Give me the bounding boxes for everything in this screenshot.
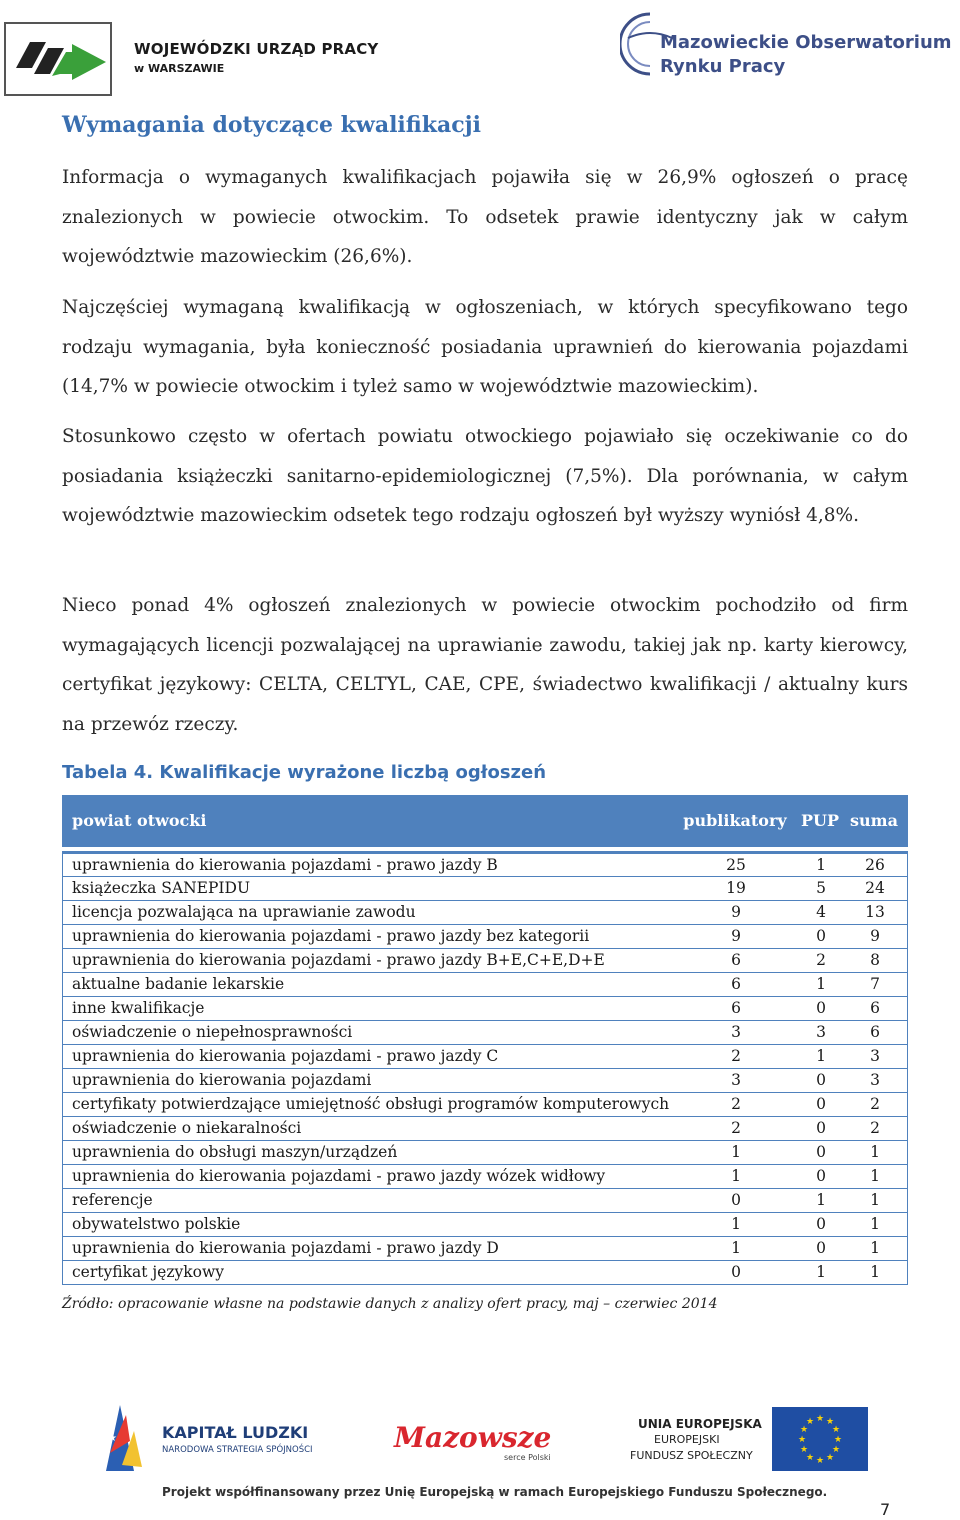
row-suma: 2 bbox=[870, 1119, 880, 1137]
row-publikatory: 3 bbox=[731, 1023, 741, 1041]
table-row bbox=[62, 1117, 908, 1141]
table-row bbox=[62, 1069, 908, 1093]
ue-line2: EUROPEJSKI bbox=[654, 1433, 720, 1446]
table-row bbox=[62, 997, 908, 1021]
row-label: uprawnienia do kierowania pojazdami bbox=[72, 1071, 372, 1089]
row-pup: 0 bbox=[816, 1143, 826, 1161]
kapital-ludzki-title: KAPITAŁ LUDZKI bbox=[162, 1423, 309, 1442]
svg-text:★: ★ bbox=[832, 1425, 841, 1435]
table-row bbox=[62, 1093, 908, 1117]
row-publikatory: 2 bbox=[731, 1095, 741, 1113]
row-label: inne kwalifikacje bbox=[72, 999, 205, 1017]
row-pup: 1 bbox=[816, 975, 826, 993]
paragraph-1: Informacja o wymaganych kwalifikacjach pojawiła się w 26,9% ogłoszeń o pracę znalezionych w powiecie otwockim. To odsetek prawie identyczny jak w całym województwie mazowieckim (26,6%). bbox=[62, 167, 908, 267]
row-label: uprawnienia do kierowania pojazdami - prawo jazdy bez kategorii bbox=[72, 927, 590, 945]
row-label: uprawnienia do kierowania pojazdami - prawo jazdy B+E,C+E,D+E bbox=[72, 951, 605, 969]
ue-line3: FUNDUSZ SPOŁECZNY bbox=[630, 1449, 753, 1462]
row-label: oświadczenie o niekaralności bbox=[72, 1119, 302, 1137]
row-pup: 5 bbox=[816, 879, 826, 897]
svg-text:★: ★ bbox=[832, 1445, 841, 1455]
row-pup: 1 bbox=[816, 1263, 826, 1281]
row-suma: 1 bbox=[870, 1191, 880, 1209]
table-row bbox=[62, 973, 908, 997]
row-label: uprawnienia do obsługi maszyn/urządzeń bbox=[72, 1143, 398, 1161]
mazowsze-subtitle: serce Polski bbox=[504, 1453, 551, 1462]
row-publikatory: 2 bbox=[731, 1047, 741, 1065]
table-header-publikatory: publikatory bbox=[683, 811, 787, 830]
svg-text:★: ★ bbox=[826, 1417, 835, 1427]
row-publikatory: 1 bbox=[731, 1167, 741, 1185]
row-label: obywatelstwo polskie bbox=[72, 1215, 241, 1233]
row-suma: 9 bbox=[870, 927, 880, 945]
row-label: uprawnienia do kierowania pojazdami - prawo jazdy B bbox=[72, 856, 498, 874]
paragraph-2: Najczęściej wymaganą kwalifikacją w ogłoszeniach, w których specyfikowano tego rodzaju wymagania, była konieczność posiadania uprawnień do kierowania pojazdami (14,7% w powiecie otwockim i tyleż samo w województwie mazowieckim). bbox=[62, 297, 908, 397]
table-row bbox=[62, 1237, 908, 1261]
row-suma: 1 bbox=[870, 1143, 880, 1161]
row-publikatory: 1 bbox=[731, 1215, 741, 1233]
row-pup: 1 bbox=[816, 1047, 826, 1065]
svg-text:★: ★ bbox=[806, 1417, 815, 1427]
svg-text:★: ★ bbox=[826, 1453, 835, 1463]
row-suma: 2 bbox=[870, 1095, 880, 1113]
row-suma: 1 bbox=[870, 1263, 880, 1281]
row-label: uprawnienia do kierowania pojazdami - prawo jazdy wózek widłowy bbox=[72, 1167, 606, 1185]
table-row bbox=[62, 925, 908, 949]
row-suma: 13 bbox=[865, 903, 885, 921]
row-pup: 0 bbox=[816, 1095, 826, 1113]
mor-title-line2: Rynku Pracy bbox=[660, 56, 786, 77]
row-publikatory: 0 bbox=[731, 1191, 741, 1209]
wup-subtitle: w WARSZAWIE bbox=[134, 62, 225, 75]
row-suma: 6 bbox=[870, 1023, 880, 1041]
row-label: certyfikaty potwierdzające umiejętność obsługi programów komputerowych bbox=[72, 1095, 670, 1113]
ue-title: UNIA EUROPEJSKA bbox=[638, 1417, 762, 1431]
table-row bbox=[62, 901, 908, 925]
table-source: Źródło: opracowanie własne na podstawie danych z analizy ofert pracy, maj – czerwiec 2014 bbox=[62, 1296, 718, 1312]
row-pup: 3 bbox=[816, 1023, 826, 1041]
row-publikatory: 25 bbox=[726, 856, 746, 874]
svg-text:★: ★ bbox=[800, 1445, 809, 1455]
svg-text:★: ★ bbox=[816, 1456, 825, 1466]
svg-text:★: ★ bbox=[816, 1414, 825, 1424]
row-suma: 1 bbox=[870, 1239, 880, 1257]
row-suma: 3 bbox=[870, 1047, 880, 1065]
row-publikatory: 1 bbox=[731, 1239, 741, 1257]
row-pup: 0 bbox=[816, 999, 826, 1017]
row-pup: 1 bbox=[816, 1191, 826, 1209]
row-pup: 0 bbox=[816, 1071, 826, 1089]
table-row bbox=[62, 1189, 908, 1213]
mazowsze-logo: Mazowsze bbox=[394, 1421, 552, 1454]
row-suma: 1 bbox=[870, 1167, 880, 1185]
row-label: oświadczenie o niepełnosprawności bbox=[72, 1023, 353, 1041]
eu-flag-icon bbox=[772, 1407, 868, 1471]
table-row bbox=[62, 1213, 908, 1237]
row-publikatory: 0 bbox=[731, 1263, 741, 1281]
table-row bbox=[62, 1021, 908, 1045]
wup-logo bbox=[4, 22, 112, 96]
wup-title: WOJEWÓDZKI URZĄD PRACY bbox=[134, 40, 379, 58]
row-pup: 0 bbox=[816, 1119, 826, 1137]
page-number: 7 bbox=[880, 1500, 891, 1519]
paragraph-4: Nieco ponad 4% ogłoszeń znalezionych w powiecie otwockim pochodziło od firm wymagających licencji pozwalającej na uprawianie zawodu, takiej jak np. karty kierowcy, certyfikat językowy: CELTA, CELTYL, CAE, CPE, świadectwo kwalifikacji / aktualny kurs na przewóz rzeczy. bbox=[62, 595, 908, 735]
row-label: referencje bbox=[72, 1191, 153, 1209]
table-row bbox=[62, 949, 908, 973]
row-publikatory: 19 bbox=[726, 879, 746, 897]
table-header bbox=[62, 795, 908, 851]
qualifications-table bbox=[62, 795, 908, 1285]
page-header bbox=[0, 0, 960, 100]
row-label: aktualne badanie lekarskie bbox=[72, 975, 285, 993]
kapital-ludzki-subtitle: NARODOWA STRATEGIA SPÓJNOŚCI bbox=[162, 1445, 313, 1455]
row-pup: 4 bbox=[816, 903, 826, 921]
table-row bbox=[62, 1141, 908, 1165]
row-publikatory: 6 bbox=[731, 975, 741, 993]
row-publikatory: 1 bbox=[731, 1143, 741, 1161]
table-caption: Tabela 4. Kwalifikacje wyrażone liczbą ogłoszeń bbox=[62, 762, 547, 783]
table-header-title: powiat otwocki bbox=[72, 811, 207, 830]
row-suma: 24 bbox=[865, 879, 885, 897]
page-footer bbox=[0, 1395, 960, 1520]
row-publikatory: 9 bbox=[731, 903, 741, 921]
row-label: licencja pozwalająca na uprawianie zawodu bbox=[72, 903, 416, 921]
table-row bbox=[62, 1261, 908, 1285]
table-row bbox=[62, 853, 908, 877]
paragraph-3: Stosunkowo często w ofertach powiatu otwockiego pojawiało się oczekiwanie co do posiadania książeczki sanitarno-epidemiologicznej (7,5%). Dla porównania, w całym województwie mazowieckim odsetek tego rodzaju ogłoszeń był wyższy wyniósł 4,8%. bbox=[62, 426, 908, 526]
row-label: uprawnienia do kierowania pojazdami - prawo jazdy D bbox=[72, 1239, 499, 1257]
svg-text:★: ★ bbox=[834, 1435, 843, 1445]
row-publikatory: 9 bbox=[731, 927, 741, 945]
row-pup: 0 bbox=[816, 1215, 826, 1233]
row-publikatory: 6 bbox=[731, 999, 741, 1017]
table-row bbox=[62, 1045, 908, 1069]
row-pup: 0 bbox=[816, 1239, 826, 1257]
row-suma: 3 bbox=[870, 1071, 880, 1089]
svg-text:★: ★ bbox=[800, 1425, 809, 1435]
row-publikatory: 2 bbox=[731, 1119, 741, 1137]
row-suma: 26 bbox=[865, 856, 885, 874]
row-publikatory: 3 bbox=[731, 1071, 741, 1089]
section-title: Wymagania dotyczące kwalifikacji bbox=[62, 112, 481, 138]
table-row bbox=[62, 877, 908, 901]
row-publikatory: 6 bbox=[731, 951, 741, 969]
row-pup: 0 bbox=[816, 927, 826, 945]
row-suma: 8 bbox=[870, 951, 880, 969]
svg-text:★: ★ bbox=[798, 1435, 807, 1445]
row-pup: 0 bbox=[816, 1167, 826, 1185]
table-body bbox=[62, 851, 908, 1285]
row-suma: 1 bbox=[870, 1215, 880, 1233]
mor-title-line1: Mazowieckie Obserwatorium bbox=[660, 32, 952, 53]
row-pup: 2 bbox=[816, 951, 826, 969]
table-header-pup: PUP bbox=[800, 811, 839, 830]
row-suma: 6 bbox=[870, 999, 880, 1017]
row-suma: 7 bbox=[870, 975, 880, 993]
row-pup: 1 bbox=[816, 856, 826, 874]
row-label: książeczka SANEPIDU bbox=[72, 879, 251, 897]
table-row bbox=[62, 1165, 908, 1189]
table-header-suma: suma bbox=[850, 811, 898, 830]
kapital-ludzki-logo-icon bbox=[100, 1401, 148, 1473]
svg-text:★: ★ bbox=[806, 1453, 815, 1463]
row-label: uprawnienia do kierowania pojazdami - prawo jazdy C bbox=[72, 1047, 499, 1065]
svg-text:★: ★ bbox=[108, 1433, 117, 1444]
cofinance-note: Projekt współfinansowany przez Unię Europejską w ramach Europejskiego Funduszu Społecznego. bbox=[162, 1485, 828, 1499]
row-label: certyfikat językowy bbox=[72, 1263, 225, 1281]
